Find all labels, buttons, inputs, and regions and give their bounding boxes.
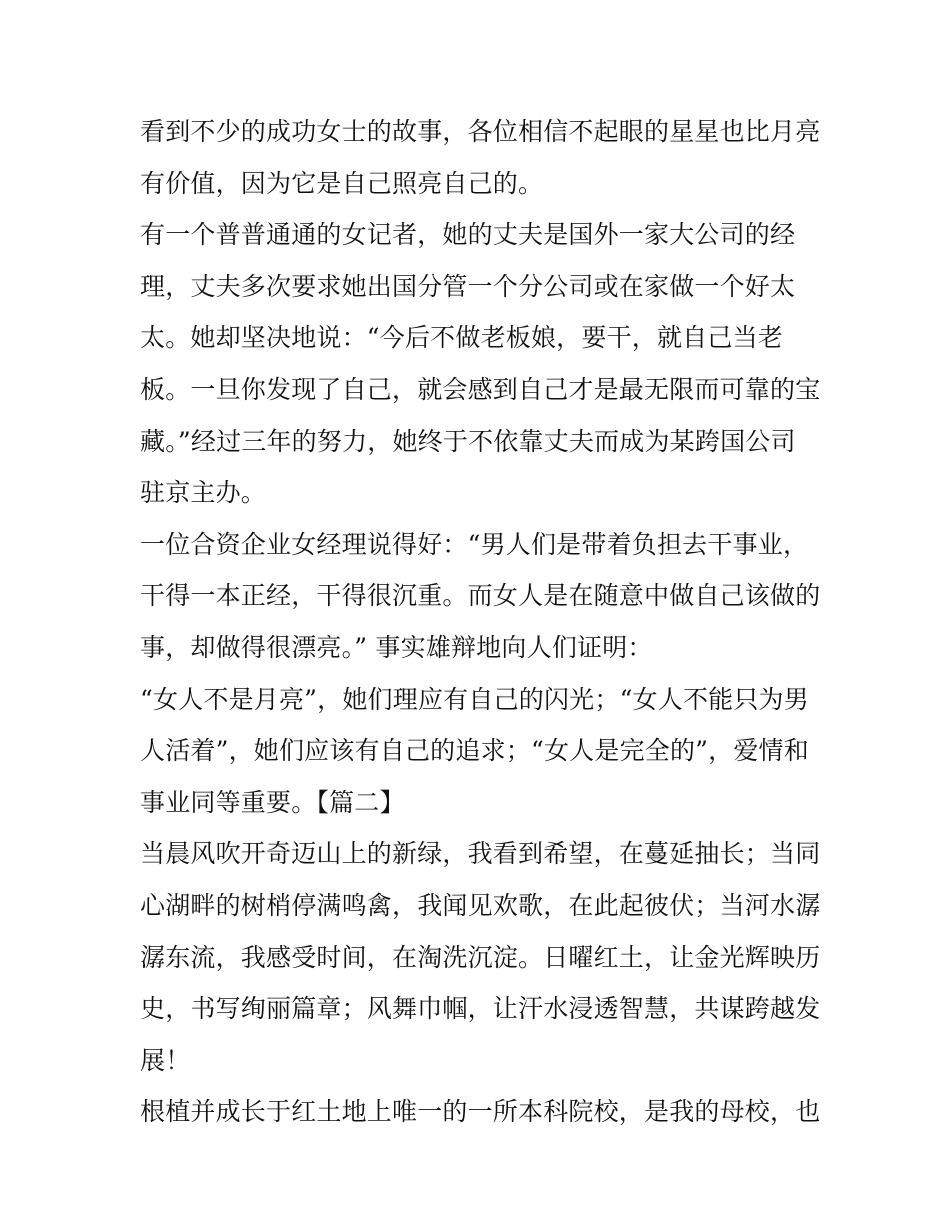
text-line: 史，书写绚丽篇章；风舞巾帼，让汗水浸透智慧，共谋跨越发 (140, 994, 821, 1024)
text-line: 看到不少的成功女士的故事，各位相信不起眼的星星也比月亮 (140, 117, 821, 146)
text-line: 人活着”，她们应该有自己的追求；“女人是完全的”，爱情和 (140, 736, 809, 766)
text-line: 有价值，因为它是自己照亮自己的。 (140, 168, 544, 198)
text-line: 太。她却坚决地说：“今后不做老板娘，要干，就自己当老 (140, 323, 783, 353)
text-line: “女人不是月亮”，她们理应有自己的闪光；“女人不能只为男 (140, 684, 809, 714)
text-line: 干得一本正经，干得很沉重。而女人是在随意中做自己该做的 (140, 581, 821, 611)
text-line: 事业同等重要。【篇二】 (140, 787, 405, 817)
text-line: 心湖畔的树梢停满鸣禽，我闻见欢歌，在此起彼伏；当河水潺 (140, 890, 821, 920)
document-body (140, 106, 821, 1138)
text-line: 潺东流，我感受时间，在淘洗沉淀。日曜红土，让金光辉映历 (140, 942, 821, 972)
text-line: 当晨风吹开奇迈山上的新绿，我看到希望，在蔓延抽长；当同 (140, 839, 821, 869)
text-line: 理，丈夫多次要求她出国分管一个分公司或在家做一个好太 (140, 271, 796, 301)
text-line: 一位合资企业女经理说得好：“男人们是带着负担去干事业， (140, 529, 809, 559)
text-line: 有一个普普通通的女记者，她的丈夫是国外一家大公司的经 (140, 220, 796, 250)
text-line: 事，却做得很漂亮。” 事实雄辩地向人们证明： (140, 632, 653, 662)
text-line: 驻京主办。 (140, 478, 267, 508)
text-line: 板。一旦你发现了自己，就会感到自己才是最无限而可靠的宝 (140, 374, 821, 404)
text-line: 展！ (140, 1045, 191, 1075)
text-line: 藏。”经过三年的努力，她终于不依靠丈夫而成为某跨国公司 (140, 426, 796, 456)
text-line: 根植并成长于红土地上唯一的一所本科院校，是我的母校，也 (140, 1097, 821, 1127)
